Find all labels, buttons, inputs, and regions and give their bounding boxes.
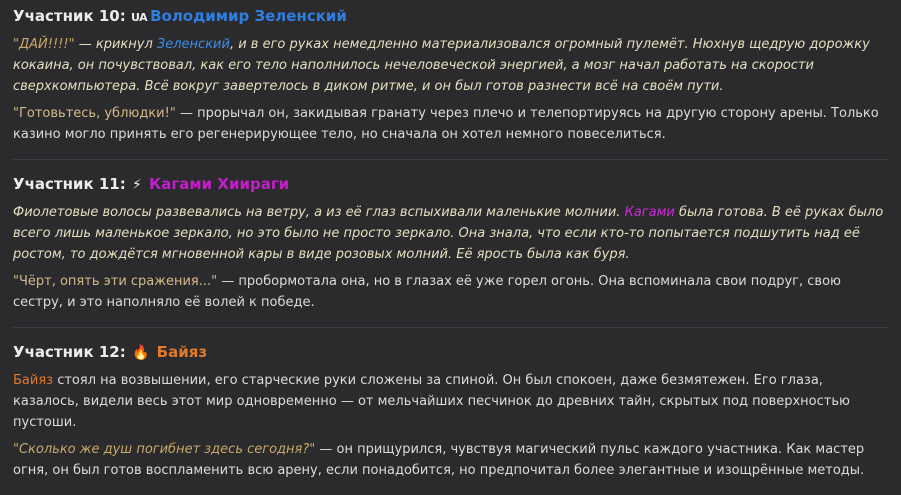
narrative-text: стоял на возвышении, его старческие руки сложены за спиной. Он был спокоен, даже безмятежен. Его глаза, казалось, видели весь этот мир одновременно — от мельчайших песчинок до древних тайн, скрытых под поверхностью пустоши. xyxy=(13,373,850,430)
dialogue-quote: "Чёрт, опять эти сражения..." xyxy=(13,274,218,289)
narrative-paragraph xyxy=(13,202,889,265)
shout-quote: "ДАЙ!!!!" xyxy=(13,37,75,52)
narrative-paragraph xyxy=(13,34,889,97)
narrative-text: , и в его руках немедленно материализовался огромный пулемёт. Нюхнув щедрую дорожку кокаина, он почувствовал, как его тело наполнилось нечеловеческой энергией, а мозг начал работать на скорости сверхкомпьютера. Всё вокруг завертелось в диком ритме, и он был готов разнести всё на своём пути. xyxy=(13,37,870,94)
dialogue-text: — пробормотала она, но в глазах её уже горел огонь. Она вспоминала свои подруг, свою сестру, и это наполняло её волей к победе. xyxy=(13,274,841,310)
narrative-text: была готова. В её руках было всего лишь маленькое зеркало, но это было не просто зеркало. Она знала, что если кто-то попытается подшутить над её ростом, то дождётся мгновенной кары в виде розовых молний. Её ярость была как буря. xyxy=(13,205,884,262)
narrative-text: Фиолетовые волосы развевались на ветру, а из её глаз вспыхивали маленькие молнии. xyxy=(13,205,625,220)
participant-heading xyxy=(13,0,889,26)
participant-label: Участник 12: xyxy=(13,343,126,361)
participant-name: Володимир Зеленский xyxy=(150,7,347,25)
dialogue-quote: "Готовьтесь, ублюдки!" xyxy=(13,106,176,121)
participant-label: Участник 10: xyxy=(13,7,126,25)
dialogue-quote: "Сколько же душ погибнет здесь сегодня?" xyxy=(13,442,316,457)
participant-label: Участник 11: xyxy=(13,175,126,193)
dialogue-text: — он прищурился, чувствуя магический пульс каждого участника. Как мастер огня, он был готов воспламенить всю арену, если понадобится, но предпочитал более элегантные и изощрённые методы. xyxy=(13,442,865,478)
dialogue-paragraph xyxy=(13,271,889,313)
narrative-paragraph xyxy=(13,370,889,433)
inline-name: Зеленский xyxy=(156,37,230,52)
participant-name: Кагами Хиираги xyxy=(149,175,290,193)
participant-section xyxy=(13,336,889,495)
participant-heading xyxy=(13,168,889,194)
narrative-text: — крикнул xyxy=(74,37,157,52)
participant-section xyxy=(13,168,889,328)
inline-name: Байяз xyxy=(13,373,54,388)
participant-heading xyxy=(13,336,889,362)
ua-flag-icon: UA xyxy=(130,11,148,24)
participant-section xyxy=(13,0,889,160)
participant-name: Байяз xyxy=(156,343,208,361)
dialogue-paragraph xyxy=(13,439,889,481)
inline-name: Кагами xyxy=(624,205,675,220)
dialogue-paragraph xyxy=(13,103,889,145)
fire-icon: 🔥 xyxy=(131,345,150,361)
lightning-icon: ⚡ xyxy=(131,177,142,193)
dialogue-text: — прорычал он, закидывая гранату через плечо и телепортируясь на другую сторону арены. Только казино могло принять его регенерирующее тело, но сначала он хотел немного повеселиться. xyxy=(13,106,879,142)
